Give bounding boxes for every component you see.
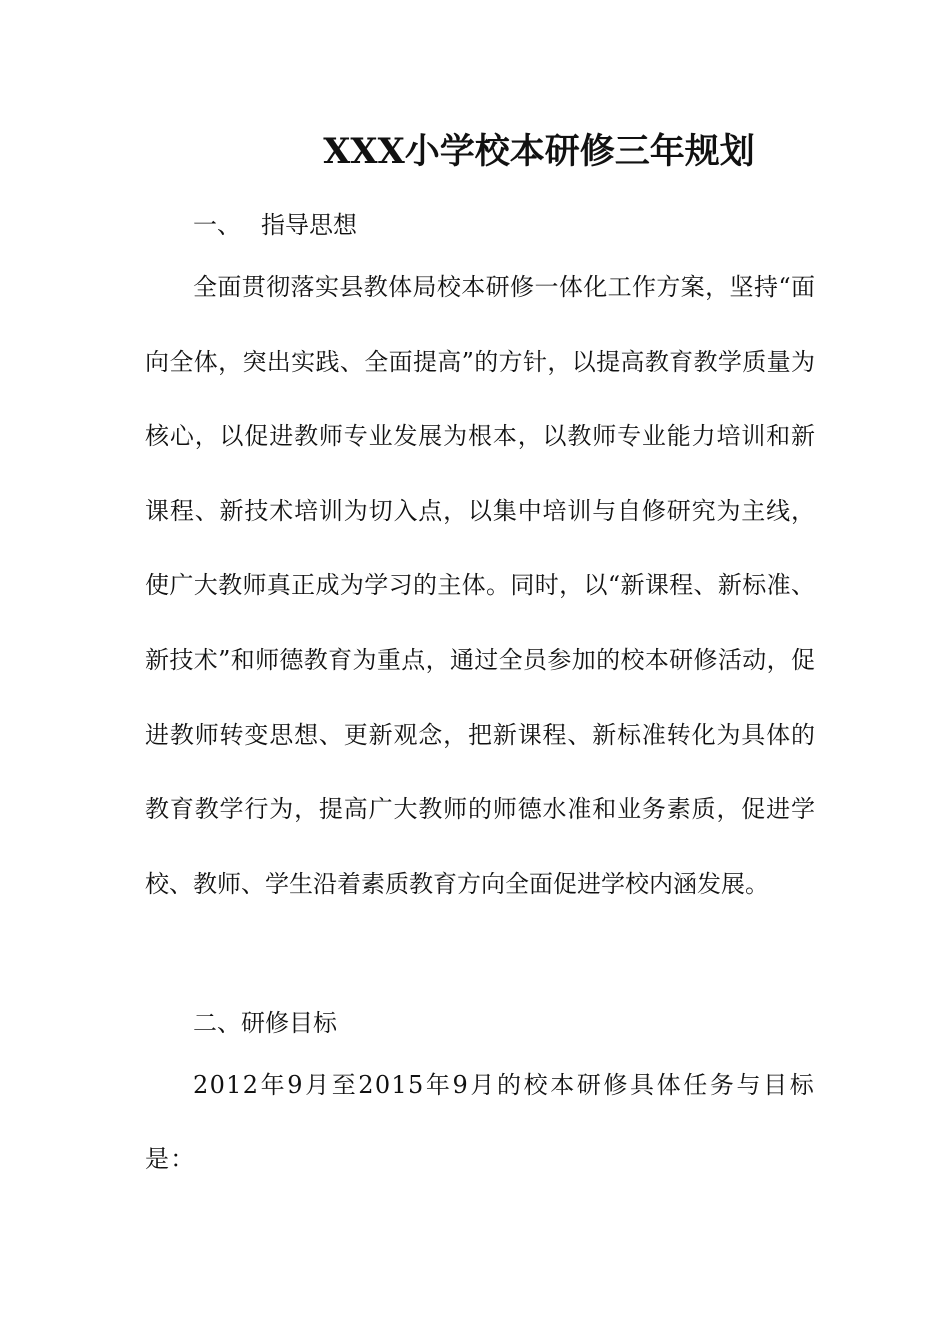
section-number: 一、: [193, 211, 241, 239]
section-heading-guiding-ideology: [193, 209, 357, 241]
section-heading-goals: 二、研修目标: [193, 1009, 337, 1037]
goals-paragraph: 2012年9月至2015年9月的校本研修具体任务与目标是：: [145, 1071, 815, 1173]
guiding-ideology-paragraph: 全面贯彻落实县教体局校本研修一体化工作方案，坚持“面向全体，突出实践、全面提高”的方针，以提高教育教学质量为核心，以促进教师专业发展为根本，以教师专业能力培训和新课程、新技术培训为切入点，以集中培训与自修研究为主线，使广大教师真正成为学习的主体。同时，以“新课程、新标准、新技术”和师德教育为重点，通过全员参加的校本研修活动，促进教师转变思想、更新观念，把新课程、新标准转化为具体的教育教学行为，提高广大教师的师德水准和业务素质，促进学校、教师、学生沿着素质教育方向全面促进学校内涵发展。: [145, 273, 815, 898]
document-title: XXX小学校本研修三年规划: [323, 131, 755, 172]
section-heading-text: 指导思想: [261, 211, 357, 239]
